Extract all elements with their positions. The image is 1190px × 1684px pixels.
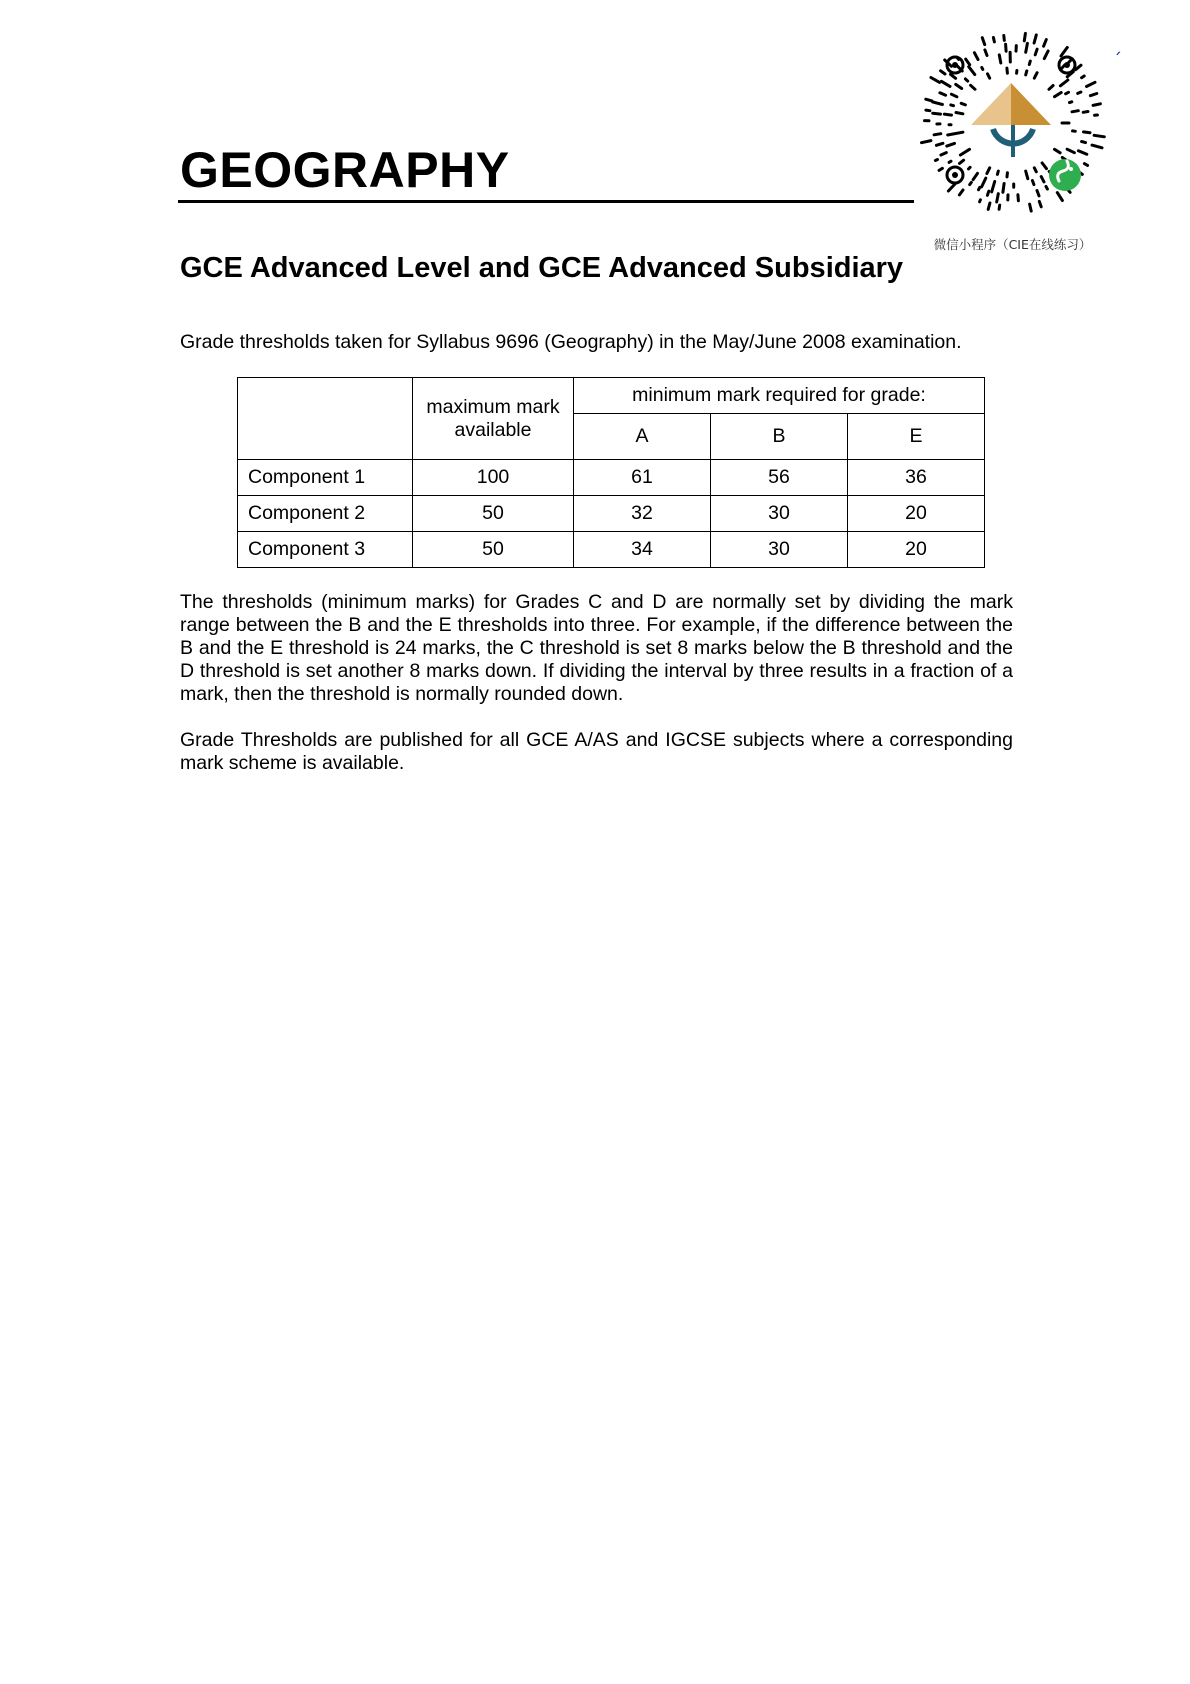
qr-dash	[1044, 51, 1048, 59]
grade-header-a: A	[574, 414, 711, 460]
subject-title: GEOGRAPHY	[180, 142, 510, 198]
qr-dash	[999, 205, 1000, 209]
max-mark-cell: 50	[413, 496, 574, 532]
qr-dash	[951, 94, 957, 97]
max-mark-header: maximum mark available	[413, 378, 574, 460]
qr-dash	[959, 190, 963, 195]
qr-dash	[941, 71, 945, 74]
grade-a-cell: 34	[574, 532, 711, 568]
qr-dash	[982, 68, 983, 70]
qr-dash	[1032, 181, 1034, 185]
exam-level-heading: GCE Advanced Level and GCE Advanced Subsidiary	[180, 252, 904, 284]
qr-dash	[952, 132, 963, 134]
qr-dash	[1084, 132, 1091, 133]
qr-dash	[1082, 142, 1086, 143]
qr-dash	[949, 161, 951, 162]
qr-dash	[987, 168, 990, 174]
qr-dash	[1090, 94, 1096, 96]
qr-dash	[1034, 35, 1036, 43]
qr-dash	[939, 168, 942, 170]
qr-dash	[1087, 82, 1096, 86]
table-row	[238, 460, 985, 496]
qr-dash	[960, 149, 969, 155]
qr-dash	[1024, 33, 1025, 41]
qr-dash	[1066, 92, 1069, 94]
qr-dash	[1092, 145, 1102, 148]
qr-dash	[970, 182, 972, 184]
qr-dash	[1034, 73, 1037, 79]
qr-dash	[935, 160, 937, 161]
qr-dash	[1003, 184, 1004, 193]
grade-thresholds-table	[237, 377, 985, 568]
qr-dash	[999, 55, 1001, 63]
qr-dash	[1061, 47, 1067, 56]
qr-code-image	[915, 25, 1110, 230]
qr-dash	[982, 38, 984, 45]
qr-dash	[944, 114, 951, 115]
qr-dash	[922, 141, 931, 143]
qr-dash	[966, 59, 970, 65]
qr-dash	[1072, 111, 1078, 112]
qr-dash	[1039, 201, 1041, 206]
qr-dash	[1007, 68, 1008, 73]
qr-caption: 微信小程序（CIE在线练习）	[933, 237, 1092, 252]
qr-dash	[1042, 163, 1046, 169]
qr-dash	[1046, 187, 1047, 190]
qr-dash	[961, 103, 965, 105]
qr-dash	[973, 173, 977, 179]
qr-dash	[969, 67, 975, 75]
qr-dash	[941, 81, 950, 86]
grade-b-cell: 30	[711, 532, 848, 568]
qr-dash	[1094, 135, 1104, 137]
qr-dash	[1041, 177, 1044, 182]
qr-dash	[1018, 195, 1019, 201]
qr-dash	[1026, 171, 1028, 179]
grade-a-cell: 32	[574, 496, 711, 532]
qr-dash	[1057, 193, 1062, 201]
thresholds-explanation-paragraph: The thresholds (minimum marks) for Grades C and D are normally set by dividing the mark range between the B and the E thresholds into three. For example, if the difference between the B and the E threshold is 24 marks, the C threshold is set 8 marks below the B threshold and the D threshold is set another 8 marks down. If dividing the interval by three results in a fraction of a mark, then the threshold is normally rounded down.	[180, 591, 1013, 705]
max-mark-cell: 50	[413, 532, 574, 568]
qr-dash	[931, 78, 940, 83]
qr-dash	[936, 143, 943, 145]
qr-dash	[940, 93, 946, 95]
qr-dash	[1060, 80, 1068, 86]
qr-dash	[1083, 112, 1088, 113]
qr-dash	[1055, 149, 1061, 153]
qr-dash	[1026, 43, 1028, 52]
qr-dash	[1049, 86, 1053, 90]
grade-e-cell: 36	[848, 460, 985, 496]
qr-dash	[956, 113, 963, 114]
grade-header-e: E	[848, 414, 985, 460]
qr-dash	[1026, 71, 1027, 75]
qr-dash	[1093, 104, 1100, 106]
component-label: Component 3	[238, 532, 413, 568]
qr-dash	[1084, 164, 1087, 166]
qr-dash	[1067, 149, 1074, 153]
component-label: Component 2	[238, 496, 413, 532]
grade-e-cell: 20	[848, 532, 985, 568]
qr-dash	[1082, 76, 1085, 78]
qr-dash	[1044, 40, 1047, 47]
intro-text: Grade thresholds taken for Syllabus 9696 (Geography) in the May/June 2008 examination.	[180, 331, 962, 353]
mini-program-qr-code	[915, 25, 1110, 260]
empty-header-cell	[238, 378, 413, 460]
qr-dash	[988, 203, 990, 209]
grade-header-b: B	[711, 414, 848, 460]
qr-dash	[1037, 191, 1039, 196]
grade-e-cell: 20	[848, 496, 985, 532]
component-label: Component 1	[238, 460, 413, 496]
qr-dash	[1029, 61, 1030, 64]
qr-dash	[960, 160, 964, 163]
qr-dash	[1055, 93, 1062, 97]
qr-dash	[992, 182, 995, 192]
qr-dash	[941, 153, 946, 155]
qr-dash	[933, 102, 943, 105]
publication-note-paragraph: Grade Thresholds are published for all GCE A/AS and IGCSE subjects where a corresponding mark scheme is available.	[180, 729, 1013, 774]
qr-dash	[987, 191, 988, 195]
qr-dash	[1035, 49, 1037, 55]
qr-dash	[1034, 168, 1036, 172]
qr-dash	[951, 74, 956, 78]
qr-dash	[982, 178, 986, 187]
qr-dash	[948, 184, 955, 191]
qr-dash	[1070, 102, 1072, 103]
qr-dash	[974, 53, 978, 60]
qr-dash	[956, 84, 962, 88]
qr-dash	[1006, 44, 1007, 51]
qr-dash	[997, 194, 999, 202]
qr-dash	[951, 105, 954, 106]
mini-program-badge-icon	[1049, 159, 1081, 191]
table-row	[238, 496, 985, 532]
qr-dash	[934, 134, 941, 135]
grade-b-cell: 56	[711, 460, 848, 496]
qr-dash	[971, 85, 975, 89]
title-underline	[178, 200, 914, 203]
grade-b-cell: 30	[711, 496, 848, 532]
grade-a-cell: 61	[574, 460, 711, 496]
min-mark-header: minimum mark required for grade:	[574, 378, 985, 414]
qr-dash	[1078, 92, 1081, 93]
qr-dash	[969, 167, 971, 169]
qr-dash	[993, 38, 994, 42]
qr-dash	[1004, 36, 1005, 41]
qr-dash	[926, 110, 930, 111]
qr-dash	[988, 74, 990, 78]
qr-dash	[947, 143, 955, 146]
qr-dash	[985, 50, 987, 56]
logo-icon	[971, 83, 1051, 157]
max-mark-cell: 100	[413, 460, 574, 496]
qr-dash	[997, 171, 998, 174]
qr-dash	[979, 187, 980, 189]
qr-dash	[1078, 151, 1086, 155]
table-row	[238, 532, 985, 568]
qr-dash	[965, 79, 967, 81]
corner-mark: ´	[1113, 50, 1122, 71]
qr-dash	[933, 113, 941, 114]
qr-dash	[926, 99, 932, 101]
qr-dash	[948, 134, 952, 135]
qr-dash	[1030, 204, 1032, 211]
qr-dash	[980, 200, 981, 202]
